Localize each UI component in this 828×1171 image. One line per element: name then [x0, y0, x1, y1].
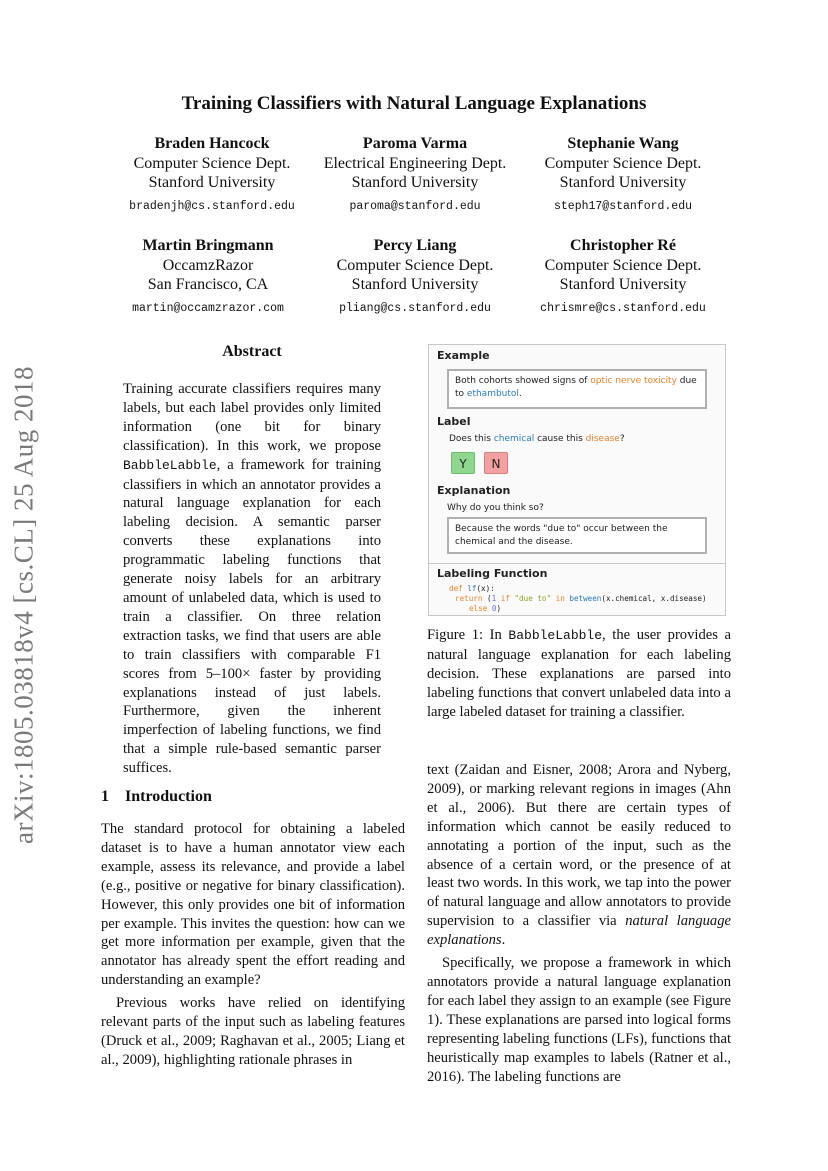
code-token: )	[496, 604, 502, 613]
fig-explanation-prompt: Why do you think so?	[447, 503, 544, 513]
code-token: in	[555, 594, 565, 603]
abstract-text-before: Training accurate classifiers requires many labels, but each label provides only limited information (one bit for binary classification). In this work, we propose	[123, 381, 381, 454]
fig-code-line-3	[469, 604, 501, 614]
author-name: Stephanie Wang	[567, 135, 679, 152]
yes-button[interactable]: Y	[451, 452, 475, 474]
section-number: 1	[101, 788, 109, 805]
code-token: (x):	[476, 584, 495, 593]
fig-example-sentence	[447, 369, 707, 409]
code-token: between	[569, 594, 602, 603]
abstract-heading: Abstract	[222, 343, 282, 360]
author-name: Braden Hancock	[154, 135, 270, 152]
abstract-text-after: , a framework for training classifiers in which an annotator provides a natural language explanation for each labeling decision. A semantic parser converts these explanations into programmatic labeling functions that generate noisy labels for an arbitrary amount of unlabeled data, which is used to train a classifier. On three relation extraction tasks, we find that users are able to train classifiers with comparable F1 scores from 5–100× faster by providing explanations instead of just labels. Furthermore, given the inherent imperfection of labeling functions, we find that a simple rule-based semantic parser suffices.	[123, 456, 381, 777]
author-block	[508, 236, 738, 318]
fig-code-line-1	[449, 584, 495, 594]
abstract-body	[123, 380, 381, 778]
system-name: BabbleLabble	[508, 628, 603, 643]
system-name: BabbleLabble	[123, 457, 217, 473]
paragraph-text: .	[501, 932, 506, 949]
code-token: else	[469, 604, 488, 613]
fig-highlight-disease: optic nerve toxicity	[590, 376, 677, 386]
author-block	[300, 134, 530, 216]
section-title: Introduction	[125, 788, 212, 805]
author-block	[300, 236, 530, 318]
fig-text: ?	[619, 434, 625, 444]
author-name: Christopher Ré	[570, 237, 676, 254]
fig-text: Does this	[449, 434, 494, 444]
fig-label-question	[449, 434, 625, 444]
code-token: if	[500, 594, 510, 603]
paragraph: Specifically, we propose a framework in which annotators provide a natural language explanation for each label they assign to an example (see Figure 1). These explanations are parsed into logical forms representing labeling functions (LFs), functions that heuristically map examples to labels (Ratner et al., 2016). The labeling functions are	[427, 955, 731, 1085]
code-token: lf	[462, 584, 477, 593]
author-dept: Computer Science Dept.	[544, 256, 702, 274]
code-token: 1	[491, 594, 497, 603]
author-name: Martin Bringmann	[142, 237, 274, 254]
fig-lf-heading: Labeling Function	[437, 567, 548, 580]
left-column-body	[101, 820, 405, 1070]
author-name: Paroma Varma	[362, 135, 468, 152]
author-email: bradenjh@cs.stanford.edu	[129, 199, 295, 213]
paragraph	[427, 761, 731, 950]
author-org: Stanford University	[559, 276, 687, 293]
author-dept: Computer Science Dept.	[544, 154, 702, 172]
author-block	[97, 134, 327, 216]
fig-highlight-chemical: ethambutol	[466, 388, 519, 399]
code-token: def	[449, 584, 463, 593]
fig-highlight-chemical: chemical	[493, 434, 535, 444]
author-org: Stanford University	[559, 174, 687, 191]
paragraph: The standard protocol for obtaining a labeled dataset is to have a human annotator view each example, assess its relevance, and provide a label (e.g., positive or negative for binary classification). However, this only provides one bit of information per example. This invites the question: how can we get more information per example, given that the annotator has already spent the effort reading and understanding an example?	[101, 821, 405, 989]
fig-explanation-text[interactable]: Because the words "due to" occur between the chemical and the disease.	[447, 517, 707, 554]
author-dept: Electrical Engineering Dept.	[323, 154, 507, 172]
author-org: Stanford University	[351, 174, 479, 191]
fig-divider	[429, 563, 725, 564]
figure-1	[428, 344, 726, 616]
fig-example-heading: Example	[437, 349, 490, 362]
fig-text: due to	[455, 376, 697, 399]
paragraph: Previous works have relied on identifying relevant parts of the input such as labeling features (Druck et al., 2009; Raghavan et al., 2005; Liang et al., 2009), highlighting rationale phrases in	[101, 995, 405, 1068]
code-token: (	[482, 594, 492, 603]
code-token: "due to"	[514, 594, 552, 603]
author-org: San Francisco, CA	[147, 276, 269, 293]
fig-text: Both cohorts showed signs of	[455, 376, 591, 386]
fig-code-line-2	[455, 594, 707, 604]
fig-label-heading: Label	[437, 415, 471, 428]
author-email: paroma@stanford.edu	[349, 199, 481, 213]
emphasis-text: natural language explanations	[427, 913, 731, 949]
code-token: return	[455, 594, 483, 603]
fig-text: .	[518, 388, 522, 399]
author-dept: Computer Science Dept.	[336, 256, 494, 274]
author-email: steph17@stanford.edu	[553, 199, 693, 213]
author-org: Stanford University	[148, 174, 276, 191]
caption-text: Figure 1: In	[427, 627, 509, 643]
section-heading	[101, 788, 212, 806]
fig-highlight-disease: disease	[585, 434, 620, 444]
fig-explanation-heading: Explanation	[437, 484, 511, 497]
author-dept: OccamzRazor	[162, 256, 254, 274]
author-email: martin@occamzrazor.com	[132, 301, 284, 315]
paper-title: Training Classifiers with Natural Language Explanations	[181, 93, 647, 114]
right-column-body	[427, 761, 731, 1086]
arxiv-identifier-text: arXiv:1805.03818v4 [cs.CL] 25 Aug 2018	[8, 366, 39, 844]
fig-text: cause this	[534, 434, 586, 444]
author-email: chrismre@cs.stanford.edu	[540, 301, 706, 315]
paragraph-text: text (Zaidan and Eisner, 2008; Arora and Nyberg, 2009), or marking relevant regions in images (Ahn et al., 2006). But there are certain types of information which cannot be easily reduced to annotating a portion of the input, such as the absence of a certain word, or the presence of at least two words. In this work, we tap into the power of natural language and allow annotators to provide supervision to a classifier via	[427, 762, 731, 930]
author-block	[93, 236, 323, 318]
author-block	[508, 134, 738, 216]
author-email: pliang@cs.stanford.edu	[339, 301, 491, 315]
author-name: Percy Liang	[373, 237, 457, 254]
code-token: (x.chemical, x.disease)	[601, 594, 707, 603]
author-org: Stanford University	[351, 276, 479, 293]
no-button[interactable]: N	[484, 452, 508, 474]
code-token: 0	[491, 604, 497, 613]
figure-caption	[427, 626, 731, 722]
author-dept: Computer Science Dept.	[133, 154, 291, 172]
caption-text: , the user provides a natural language explanation for each labeling decision. These explanations are parsed into labeling functions that convert unlabeled data into a large labeled dataset for training a classifier.	[427, 627, 731, 720]
